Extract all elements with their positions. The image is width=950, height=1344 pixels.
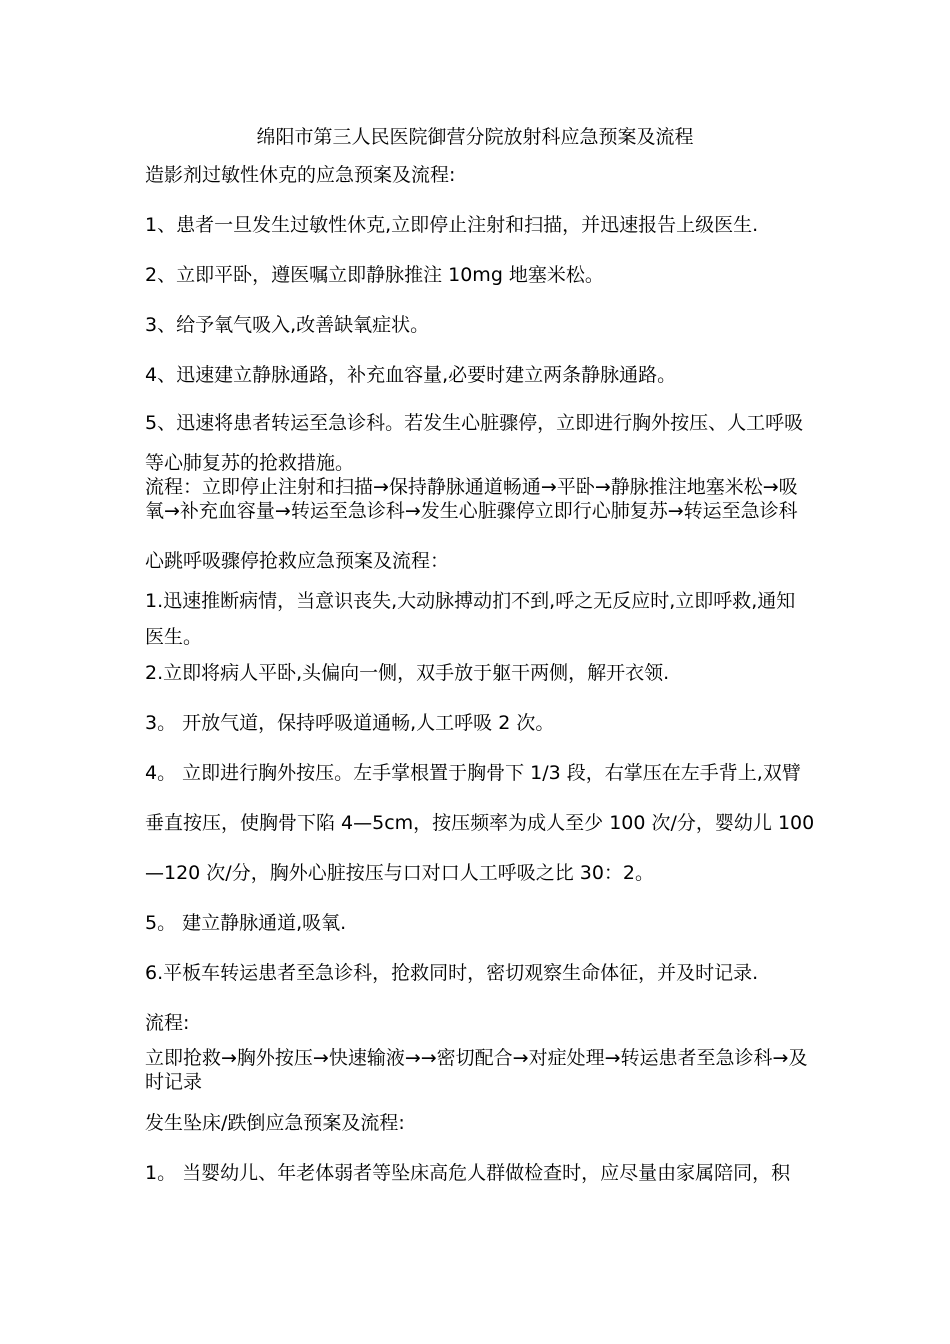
paragraph: 5、迅速将患者转运至急诊科。若发生心脏骤停，立即进行胸外按压、人工呼吸 (145, 412, 804, 434)
paragraph: 1、患者一旦发生过敏性休克,立即停止注射和扫描，并迅速报告上级医生. (145, 214, 759, 236)
paragraph: 3、给予氧气吸入,改善缺氧症状。 (145, 314, 430, 336)
section-heading-fall: 发生坠床/跌倒应急预案及流程: (145, 1112, 405, 1134)
paragraph: 4。 立即进行胸外按压。左手掌根置于胸骨下 1/3 段，右掌压在左手背上,双臂 (145, 762, 801, 784)
paragraph: 6.平板车转运患者至急诊科，抢救同时，密切观察生命体征，并及时记录. (145, 962, 759, 984)
paragraph: 4、迅速建立静脉通路，补充血容量,必要时建立两条静脉通路。 (145, 364, 677, 386)
paragraph: 3。 开放气道，保持呼吸道通畅,人工呼吸 2 次。 (145, 712, 555, 734)
paragraph: 5。 建立静脉通道,吸氧. (145, 912, 347, 934)
paragraph: 2.立即将病人平卧,头偏向一侧，双手放于躯干两侧，解开衣领. (145, 662, 670, 684)
paragraph: —120 次/分，胸外心脏按压与口对口人工呼吸之比 30：2。 (145, 862, 655, 884)
paragraph: 2、立即平卧，遵医嘱立即静脉推注 10mg 地塞米松。 (145, 264, 604, 286)
paragraph: 等心肺复苏的抢救措施。 (145, 452, 355, 474)
section-heading-contrast-allergy: 造影剂过敏性休克的应急预案及流程: (145, 164, 456, 186)
flow-text: 流程：立即停止注射和扫描→保持静脉通道畅通→平卧→静脉推注地塞米松→吸氧→补充血容量→转运至急诊科→发生心脏骤停立即行心肺复苏→转运至急诊科 (145, 476, 798, 522)
paragraph: 垂直按压，使胸骨下陷 4—5cm，按压频率为成人至少 100 次/分，婴幼儿 100 (145, 812, 815, 834)
flow-label: 流程: (145, 1012, 190, 1034)
paragraph: 1.迅速推断病情，当意识丧失,大动脉搏动扪不到,呼之无反应时,立即呼救,通知 (145, 590, 796, 612)
paragraph: 医生。 (145, 626, 203, 648)
section-heading-cardiac-arrest: 心跳呼吸骤停抢救应急预案及流程： (145, 550, 450, 572)
paragraph: 1。 当婴幼儿、年老体弱者等坠床高危人群做检查时，应尽量由家属陪同，积 (145, 1162, 791, 1184)
document-title: 绵阳市第三人民医院御营分院放射科应急预案及流程 (256, 126, 694, 148)
flow-text: 立即抢救→胸外按压→快速输液→→密切配合→对症处理→转运患者至急诊科→及时记录 (145, 1047, 808, 1093)
